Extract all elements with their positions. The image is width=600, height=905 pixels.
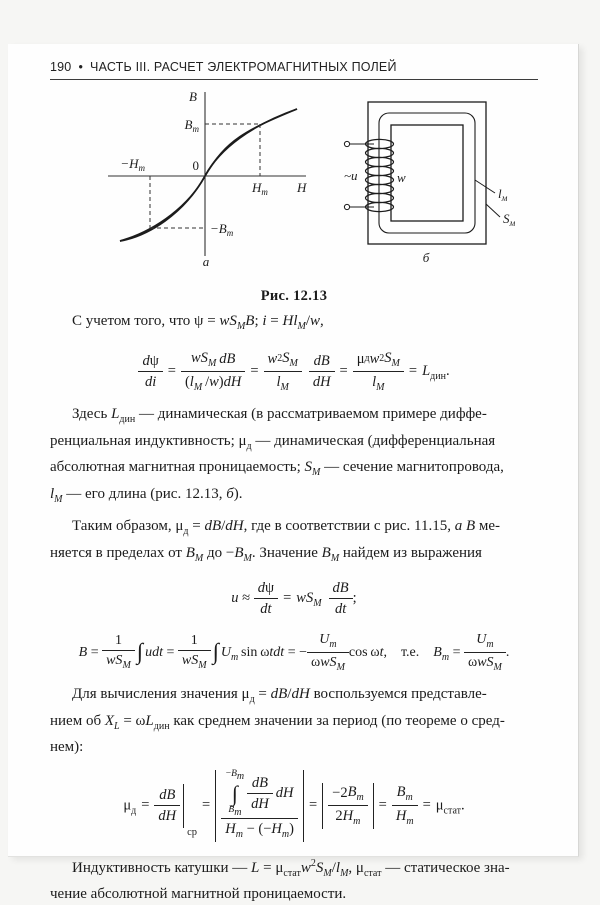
text-line: Здесь $L_{дин}$ — динамическая (в рассматриваемом примере диффе- [72, 406, 487, 426]
text-line: нем): [50, 739, 84, 756]
label-Bm: $B_m$ [184, 117, 199, 134]
label-source-u: ~u [344, 168, 358, 183]
label-origin: 0 [192, 158, 199, 173]
text-line: чение абсолютной магнитной проницаемости. [50, 886, 347, 903]
paragraph-inductance [50, 854, 538, 905]
subfigure-a-label: а [202, 254, 210, 268]
equation-dynamic-inductance: d ψ di = $wS_M$ dB ($l_M$ /w)dH = w 2 $S_M$ $l_M$ $\frac{dB}{dH}$ = μ д w 2 $S_M$ $l_M$ = $L_{дин}$. [50, 349, 538, 395]
label-lm: $l_м$ [498, 186, 508, 203]
figure-12-13 [50, 86, 538, 286]
text-line: С учетом того, что $\psi = wS_MB$; $i = Hl_M/w$, [72, 313, 324, 332]
text-line: абсолютная магнитная проницаемость; $S_M$ — сечение магнитопровода, [50, 459, 504, 479]
magnetic-core-diagram [338, 96, 520, 266]
paragraph-definitions [50, 404, 538, 510]
label-Hm: $H_m$ [252, 180, 268, 197]
text-line: ренциальная индуктивность; $\mu_д$ — динамическая (дифференциальная [50, 432, 496, 452]
text-line: нием об $X_L = \omega L_{дин}$ как среднем значении за период (по теореме о сред- [50, 712, 505, 732]
figure-caption: Рис. 12.13 [260, 288, 328, 304]
axis-label-H: H [297, 180, 307, 195]
text-line: няется в пределах от $B_M$ до $-B_M$. Значение $B_M$ найдем из выражения [50, 544, 482, 564]
book-page [8, 44, 579, 903]
chapter-title: ЧАСТЬ III. РАСЧЕТ ЭЛЕКТРОМАГНИТНЫХ ПОЛЕЙ [90, 60, 397, 74]
paragraph-mu-range [50, 516, 538, 569]
equation-flux-density: B = 1 $wS_M$ ∫ udt = 1 $wS_M$ ∫ $U_m$ sin ωtdt = − $U_m$ ωwS$_M$ cos ωt, т.е. $B_m$ = $U_m$ ωwS$_M$ . [78, 631, 510, 673]
label-minus-Hm: $-H_m$ [120, 156, 145, 173]
text-line: Для вычисления значения $\mu_д = dB/dH$ воспользуемся представле- [72, 686, 487, 706]
page-header [50, 60, 538, 80]
equation-mu-average: $\mu_д$ = $\frac{dB}{dH}$ ср = $-B_m$ ∫ $B_m$ dB dH dH $H_m - (-H_m)$ = −2 $B_m$ $2H_m$ = $\frac{B_m}{H_m}$ = $\mu_{стат}$. [123, 768, 465, 841]
axis-label-B: B [189, 89, 197, 104]
label-minus-Bm: $-B_m$ [210, 221, 234, 238]
subfigure-b-label: б [422, 250, 430, 265]
hysteresis-plot [100, 88, 312, 268]
page-number: 190 [50, 60, 72, 74]
text-line: Таким образом, $\mu_д = dB/dH$, где в соответствии с рис. 11.15, а B ме- [72, 518, 501, 538]
label-Sm: $S_м$ [503, 211, 516, 228]
text-line: $l_M$ — его длина (рис. 12.13, б). [50, 485, 243, 505]
equation-voltage: u ≈ d ψ dt = $wS_M$ $\frac{dB}{dt}$ ; [231, 580, 357, 618]
text-line: Индуктивность катушки — $L = \mu_{стат}w^2S_M/l_M$, $\mu_{стат}$ — статическое зна- [72, 857, 510, 879]
label-turns-w: w [397, 170, 406, 185]
paragraph-mean-theorem [50, 684, 538, 758]
header-bullet: • [78, 60, 84, 74]
